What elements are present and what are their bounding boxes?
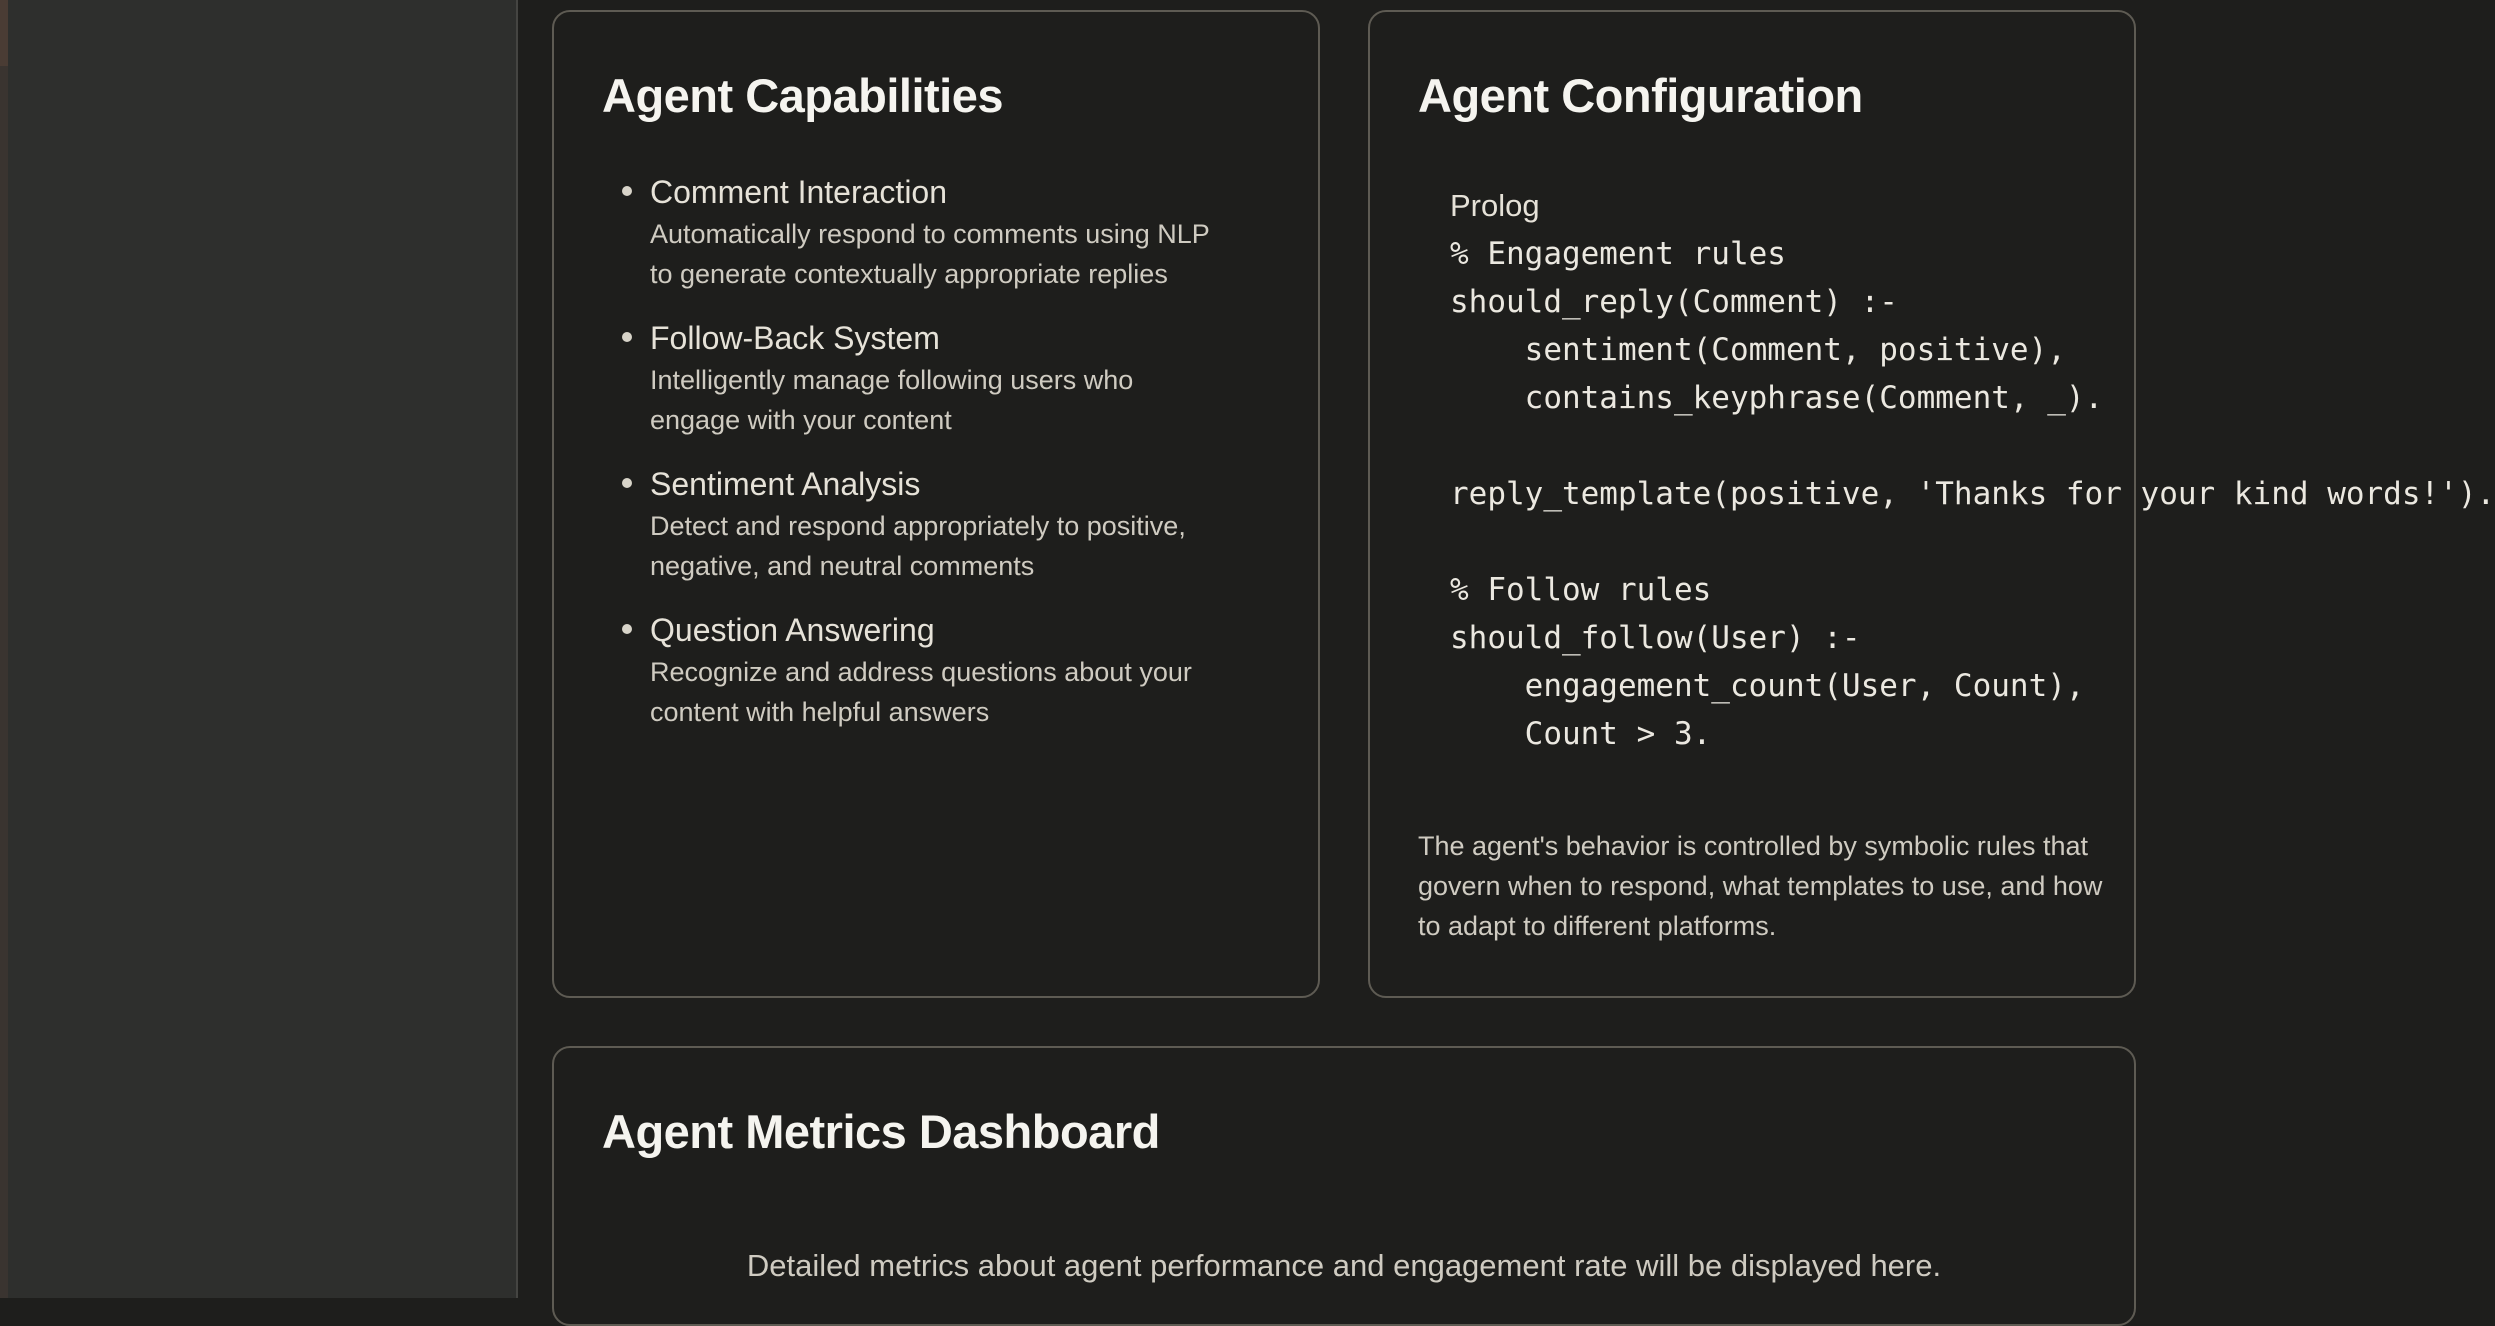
metrics-description: Detailed metrics about agent performance and engagement rate will be displayed here. <box>746 1248 1942 1283</box>
capability-description: to generate contextually appropriate replies <box>650 259 1168 289</box>
capability-description: Recognize and address questions about your <box>650 657 1192 687</box>
capability-title: Sentiment Analysis <box>650 466 921 502</box>
capability-item-comment-interaction <box>650 170 1290 294</box>
bullet-icon <box>622 332 632 342</box>
capability-item-follow-back-system <box>650 316 1290 440</box>
bullet-icon <box>622 478 632 488</box>
code-language-label: Prolog <box>1450 188 1540 223</box>
window-edge <box>0 0 8 1298</box>
code-block[interactable] <box>1418 182 2495 792</box>
agent-capabilities-title: Agent Capabilities <box>602 69 1004 122</box>
capability-title: Follow-Back System <box>650 320 940 356</box>
capability-description: Automatically respond to comments using NLP <box>650 219 1210 249</box>
sidebar <box>8 0 518 1298</box>
bullet-icon <box>622 186 632 196</box>
main-content <box>518 0 2495 1298</box>
capability-item-sentiment-analysis <box>650 462 1290 586</box>
capability-item-question-answering <box>650 608 1290 732</box>
capability-description: Intelligently manage following users who <box>650 365 1134 395</box>
agent-configuration-title: Agent Configuration <box>1418 69 1863 122</box>
capability-title: Comment Interaction <box>650 174 948 210</box>
bullet-icon <box>622 624 632 634</box>
code-content: % Engagement rules should_reply(Comment) :- sentiment(Comment, positive), contains_keyphrase(Comment, _). reply_template(positive, 'Thanks for your kind words!'). % Follow rules should_follow(User) :- engagement_count(User, Count), Count > 3. <box>1450 236 2495 752</box>
agent-configuration-card <box>1368 10 2495 998</box>
capability-title: Question Answering <box>650 612 935 648</box>
capability-description: Detect and respond appropriately to positive, <box>650 511 1186 541</box>
capabilities-list <box>602 170 1290 754</box>
agent-capabilities-card <box>552 10 1320 998</box>
configuration-description: The agent's behavior is controlled by symbolic rules that govern when to respond, what templates to use, and how to adapt to different platforms. <box>1418 831 2103 941</box>
capability-description: negative, and neutral comments <box>650 551 1035 581</box>
capability-description: content with helpful answers <box>650 697 990 727</box>
capability-description: engage with your content <box>650 405 952 435</box>
agent-metrics-title: Agent Metrics Dashboard <box>602 1105 1160 1158</box>
agent-metrics-card <box>552 1046 2136 1326</box>
